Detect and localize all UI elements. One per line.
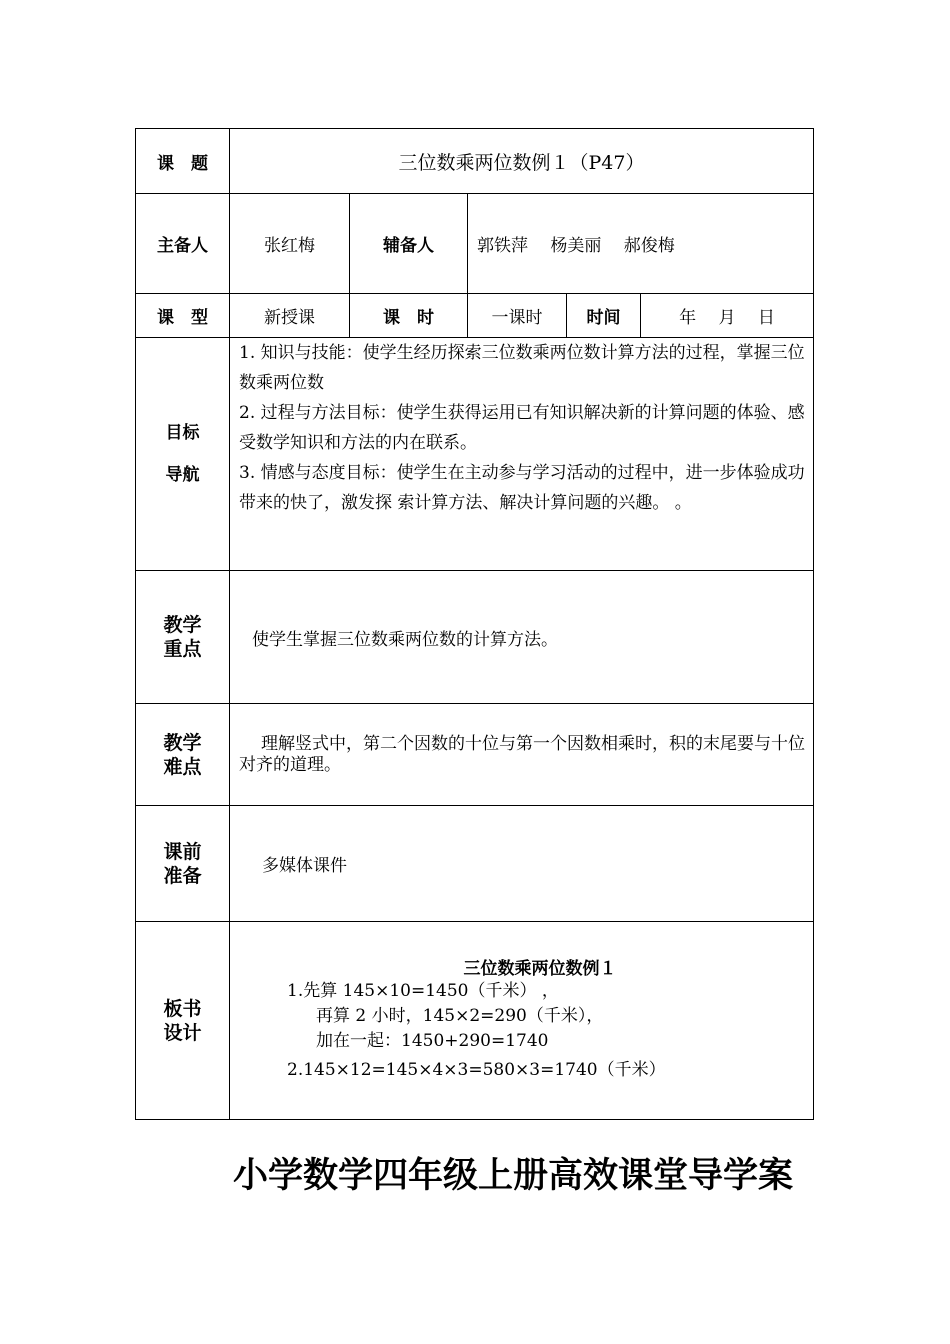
lesson-plan-table <box>135 128 814 1120</box>
main-preparer-value: 张红梅 <box>230 194 350 294</box>
topic-row <box>136 129 814 194</box>
board-line-4: 2.145×12=145×4×3=580×3=1740（千米） <box>287 1060 666 1080</box>
board-label-line-2: 设计 <box>163 1021 202 1044</box>
difficulty-label-line-2: 难点 <box>163 755 202 778</box>
prep-row <box>136 806 814 922</box>
focus-label-line-1: 教学 <box>163 614 202 636</box>
assist-preparer-value: 郭铁萍 杨美丽 郝俊梅 <box>468 194 814 294</box>
type-row <box>136 294 814 338</box>
board-label <box>136 922 230 1120</box>
difficulty-label <box>136 704 230 806</box>
board-line-2: 再算 2 小时，145×2=290（千米）， <box>316 1006 604 1026</box>
time-value: 年 月 日 <box>641 294 814 338</box>
time-label: 时间 <box>567 294 641 338</box>
page-footer-title: 小学数学四年级上册高效课堂导学案 <box>233 1155 794 1196</box>
goals-row <box>136 338 814 571</box>
goal-item-1: 1. 知识与技能：使学生经历探索三位数乘两位数计算方法的过程，掌握三位数乘两位数 <box>239 343 805 393</box>
difficulty-value: 理解竖式中，第二个因数的十位与第一个因数相乘时，积的末尾要与十位 对齐的道理。 <box>230 704 814 806</box>
type-label: 课 型 <box>136 294 230 338</box>
focus-value: 使学生掌握三位数乘两位数的计算方法。 <box>230 571 814 704</box>
difficulty-label-line-1: 教学 <box>163 731 202 754</box>
difficulty-row <box>136 704 814 806</box>
focus-label-line-2: 重点 <box>163 638 202 660</box>
assist-preparer-label: 辅备人 <box>350 194 468 294</box>
goals-label-line-2: 导航 <box>165 465 200 485</box>
board-row <box>136 922 814 1120</box>
period-value: 一课时 <box>468 294 567 338</box>
board-title: 三位数乘两位数例１ <box>463 959 617 979</box>
topic-value: 三位数乘两位数例１（P47） <box>230 129 814 194</box>
board-design <box>230 922 814 1120</box>
prep-label-line-1: 课前 <box>163 840 202 863</box>
focus-label <box>136 571 230 704</box>
prep-label-line-2: 准备 <box>163 864 202 887</box>
goals-content <box>230 338 814 571</box>
goal-item-2: 2. 过程与方法目标：使学生获得运用已有知识解决新的计算问题的体验、感受数学知识和方法的内在联系。 <box>239 403 805 453</box>
goals-label-line-1: 目标 <box>165 423 200 443</box>
board-label-line-1: 板书 <box>163 997 202 1020</box>
prep-label <box>136 806 230 922</box>
topic-label: 课 题 <box>136 129 230 194</box>
board-line-3: 加在一起：1450+290=1740 <box>316 1031 549 1051</box>
main-preparer-label: 主备人 <box>136 194 230 294</box>
focus-row <box>136 571 814 704</box>
prep-value: 多媒体课件 <box>230 806 814 922</box>
preparer-row <box>136 194 814 294</box>
goals-label <box>136 338 230 571</box>
board-line-1: 1.先算 145×10=1450（千米） ， <box>287 981 559 1001</box>
type-value: 新授课 <box>230 294 350 338</box>
period-label: 课 时 <box>350 294 468 338</box>
goal-item-3: 3. 情感与态度目标：使学生在主动参与学习活动的过程中，进一步体验成功带来的快了，激发探 索计算方法、解决计算问题的兴趣。 。 <box>239 463 805 513</box>
